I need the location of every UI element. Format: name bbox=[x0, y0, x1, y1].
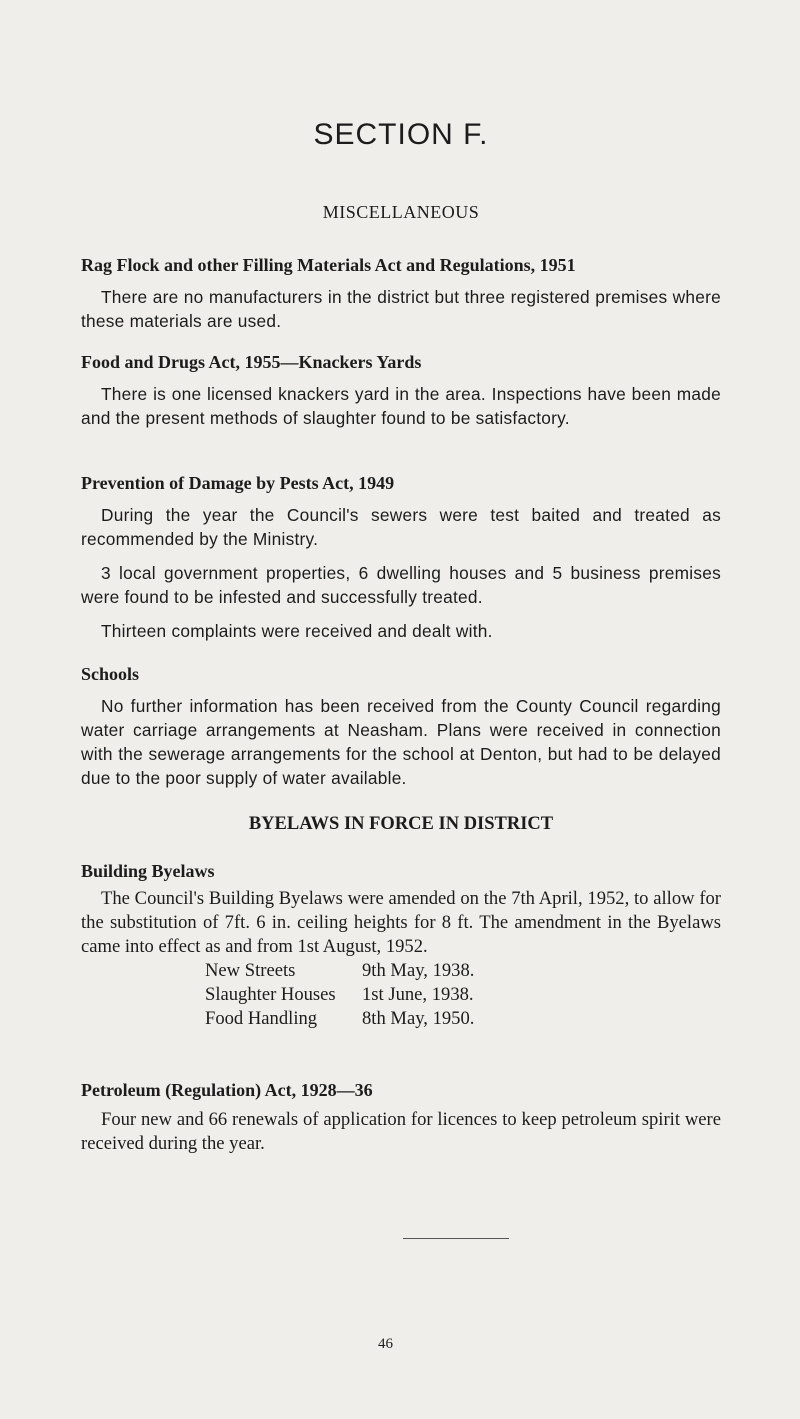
byelaw-date: 9th May, 1938. bbox=[362, 960, 475, 981]
rag-flock-paragraph: There are no manufacturers in the district but three registered premises where these materials are used. bbox=[81, 287, 721, 331]
pests-paragraph-properties: 3 local government properties, 6 dwelling houses and 5 business premises were found to be infested and successfully treated. bbox=[81, 563, 721, 607]
petroleum-paragraph: Four new and 66 renewals of application for licences to keep petroleum spirit were received during the year. bbox=[81, 1109, 721, 1154]
pests-paragraph-sewers: During the year the Council's sewers were test baited and treated as recommended by the Ministry. bbox=[81, 505, 721, 549]
byelaw-name: New Streets bbox=[205, 960, 296, 981]
byelaws-table bbox=[205, 959, 474, 1031]
table-row bbox=[205, 983, 474, 1007]
byelaw-date: 8th May, 1950. bbox=[362, 1008, 475, 1029]
byelaw-date: 1st June, 1938. bbox=[362, 984, 474, 1005]
building-byelaws-paragraph: The Council's Building Byelaws were amended on the 7th April, 1952, to allow for the substitution of 7ft. 6 in. ceiling heights for 8 ft. The amendment in the Byelaws came into effect as and from 1st August, 1952. bbox=[81, 888, 721, 957]
page-number: 46 bbox=[378, 1336, 393, 1352]
table-row bbox=[205, 1007, 474, 1031]
knackers-yards-paragraph: There is one licensed knackers yard in the area. Inspections have been made and the present methods of slaughter found to be satisfactory. bbox=[81, 384, 721, 428]
divider-rule bbox=[403, 1238, 509, 1239]
rag-flock-heading: Rag Flock and other Filling Materials Act and Regulations, 1951 bbox=[81, 255, 576, 275]
byelaw-name: Food Handling bbox=[205, 1008, 318, 1029]
petroleum-act-heading: Petroleum (Regulation) Act, 1928—36 bbox=[81, 1080, 373, 1100]
pests-paragraph-complaints: Thirteen complaints were received and dealt with. bbox=[101, 621, 493, 641]
byelaws-heading: BYELAWS IN FORCE IN DISTRICT bbox=[248, 814, 554, 834]
building-byelaws-heading: Building Byelaws bbox=[81, 861, 215, 881]
section-title: SECTION F. bbox=[313, 118, 489, 151]
pests-act-heading: Prevention of Damage by Pests Act, 1949 bbox=[81, 473, 395, 493]
table-row bbox=[205, 959, 474, 983]
byelaw-name: Slaughter Houses bbox=[205, 984, 336, 1005]
schools-paragraph: No further information has been received from the County Council regarding water carriage arrangements at Neasham. Plans were received in connection with the sewerage arrangements for the school at Denton, but had to be delayed due to the poor supply of water available. bbox=[81, 696, 721, 788]
schools-heading: Schools bbox=[81, 664, 140, 684]
knackers-yards-heading: Food and Drugs Act, 1955—Knackers Yards bbox=[81, 352, 422, 372]
miscellaneous-heading: MISCELLANEOUS bbox=[322, 202, 480, 222]
